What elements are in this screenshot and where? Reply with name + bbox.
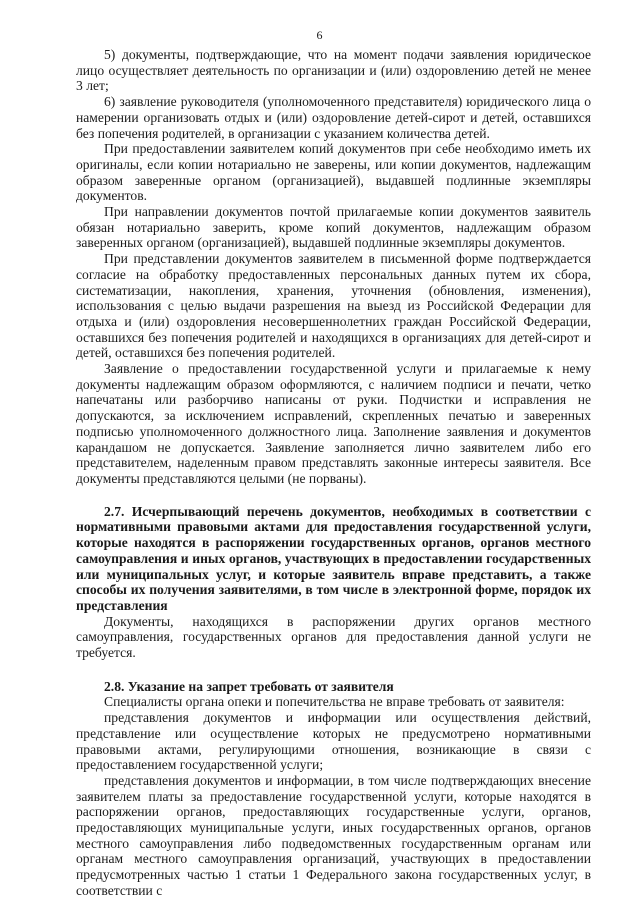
- paragraph-item-5: 5) документы, подтверждающие, что на момент подачи заявления юридическое лицо осуществляет деятельность по организации и (или) оздоровлению детей не менее 3 лет;: [76, 47, 591, 94]
- page-number: 6: [316, 28, 323, 42]
- section-heading-2-8: 2.8. Указание на запрет требовать от заявителя: [104, 678, 394, 694]
- page-content: [76, 47, 591, 899]
- paragraph-documents-not-required: Документы, находящихся в распоряжении других органов местного самоуправления, государственных органов для предоставления данной услуги не требуется.: [76, 613, 591, 661]
- paragraph-item-6: 6) заявление руководителя (уполномоченного представителя) юридического лица о намерении организовать отдых и (или) оздоровление детей-сирот и детей, оставшихся без попечения родителей, в организации с указанием количества детей.: [76, 94, 591, 141]
- paragraph-specialists-prohibition: Специалисты органа опеки и попечительства не вправе требовать от заявителя:: [104, 694, 565, 710]
- paragraph-prohibition-item-2: представления документов и информации, в том числе подтверждающих внесение заявителем платы за предоставление государственной услуги, которые находятся в распоряжении органов, предоставляющих государственные услуги, органов, предоставляющих муниципальные услуги, иных государственных органов, органов местного самоуправления либо подведомственных государственным органам или органам местного самоуправления организаций, участвующих в предоставлении предусмотренных частью 1 статьи 1 Федерального закона государственных услуг, в соответствии с: [76, 772, 591, 898]
- paragraph-application-requirements: Заявление о предоставлении государственной услуги и прилагаемые к нему документы надлежащим образом оформляются, с наличием подписи и печати, четко напечатаны или разборчиво написаны от руки. Подчистки и исправления не допускаются, за исключением исправлений, скрепленных печатью и заверенных подписью уполномоченного должностного лица. Заполнение заявления и документов карандашом не допускается. Заявление заполняется лично заявителем либо его представителем, наделенным правом представлять законные интересы заявителя. Все документы представляются целыми (не порваны).: [76, 361, 591, 486]
- paragraph-personal-data-consent: При представлении документов заявителем в письменной форме подтверждается согласие на обработку предоставленных персональных данных путем их сбора, систематизации, накопления, хранения, уточнения (обновления, изменения), использования с целью выдачи разрешения на выезд из Российской Федерации для отдыха и (или) оздоровления несовершеннолетних граждан Российской Федерации, оставшихся без попечения родителей и находящихся в организациях для детей-сирот и детей, оставшихся без попечения родителей.: [76, 251, 591, 361]
- paragraph-prohibition-item-1: представления документов и информации или осуществления действий, представление или осуществление которых не предусмотрено нормативными правовыми актами, регулирующими отношения, возникающие в связи с предоставлением государственной услуги;: [76, 710, 591, 773]
- paragraph-mail-notarization: При направлении документов почтой прилагаемые копии документов заявитель обязан нотариально заверить, кроме копий документов, надлежащим образом заверенных органом (организацией), выдавшей подлинные экземпляры документов.: [76, 204, 591, 251]
- paragraph-copies-originals: При предоставлении заявителем копий документов при себе необходимо иметь их оригиналы, если копии нотариально не заверены, или копии документов, надлежащим образом заверенные органом (организацией), выдавшей подлинные экземпляры документов.: [76, 141, 591, 204]
- section-heading-2-7: 2.7. Исчерпывающий перечень документов, необходимых в соответствии с нормативными правовыми актами для предоставления государственной услуги, которые находятся в распоряжении государственных органов, органов местного самоуправления и иных органов, участвующих в предоставлении государственных или муниципальных услуг, и которые заявитель вправе представить, а также способы их получения заявителями, в том числе в электронной форме, порядок их представления: [76, 503, 591, 613]
